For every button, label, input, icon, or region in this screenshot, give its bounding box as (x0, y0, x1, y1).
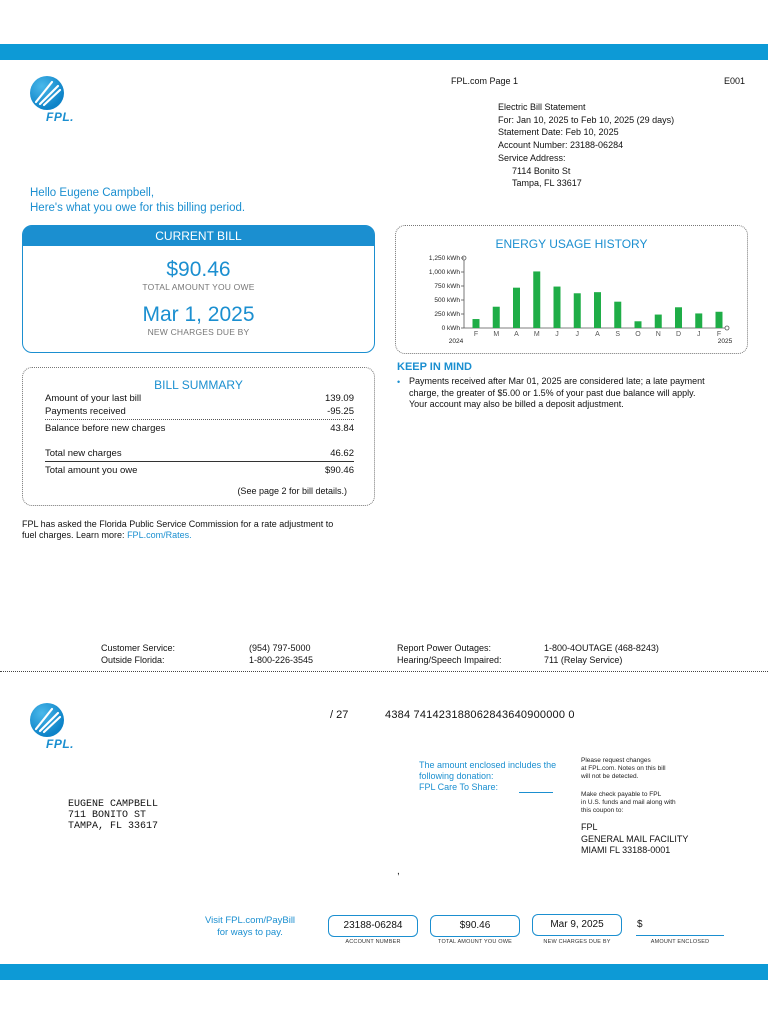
x-tick-label: J (555, 331, 559, 338)
usage-bar (635, 321, 642, 328)
check-line1: Make check payable to FPL (581, 791, 662, 798)
total-amount-label: TOTAL AMOUNT YOU OWE (142, 282, 255, 292)
amount-enclosed-field[interactable] (636, 935, 724, 936)
bullet-icon: • (397, 377, 401, 387)
service-address-line1: 7114 Bonito St (512, 165, 571, 176)
stub-slash-number: / 27 (330, 709, 349, 721)
paybill-line2: for ways to pay. (217, 927, 283, 938)
x-tick-label: M (533, 331, 540, 338)
stub-account-number: 23188-06284 (328, 915, 418, 937)
account-number: Account Number: 23188-06284 (498, 140, 624, 151)
rates-link[interactable]: FPL.com/Rates. (127, 530, 192, 540)
stub-amount-owe-label: TOTAL AMOUNT YOU OWE (438, 939, 512, 945)
billing-period: For: Jan 10, 2025 to Feb 10, 2025 (29 days) (498, 114, 675, 125)
donation-line1: The amount enclosed includes the (419, 760, 557, 770)
relay-service[interactable]: 711 (Relay Service) (544, 655, 623, 665)
x-tick-label: A (514, 331, 519, 338)
x-tick-label: D (675, 331, 682, 338)
top-brand-band (0, 44, 768, 60)
stub-due-date-label: NEW CHARGES DUE BY (543, 939, 611, 945)
summary-row (45, 393, 354, 404)
x-tick-label: A (595, 331, 600, 338)
amount-enclosed-symbol: $ (637, 919, 643, 930)
notes-warning (581, 757, 666, 781)
page-code: E001 (724, 76, 746, 86)
energy-usage-chart (396, 252, 747, 350)
summary-note: (See page 2 for bill details.) (237, 486, 347, 496)
summary-row-label: Amount of your last bill (45, 393, 142, 404)
mailing-address (581, 822, 688, 857)
x-tick-label: S (615, 331, 621, 338)
greeting (30, 186, 245, 216)
usage-bar (594, 292, 601, 328)
service-address-line2: Tampa, FL 33617 (512, 178, 582, 189)
y-tick-label: 0 kWh (441, 325, 460, 333)
summary-row-value: 46.62 (330, 448, 354, 459)
energy-usage-card (395, 225, 748, 354)
customer-mailing-address (68, 799, 158, 832)
donation-line2: following donation: (419, 771, 494, 781)
summary-row-value: -95.25 (327, 406, 354, 417)
current-bill-card (22, 225, 375, 353)
x-tick-label: J (697, 331, 701, 338)
fpl-logo-icon (30, 703, 64, 737)
amount-enclosed-label: AMOUNT ENCLOSED (650, 939, 710, 945)
mail-line1: FPL (581, 822, 598, 832)
customer-service-phone[interactable]: (954) 797-5000 (249, 643, 311, 653)
paybill-note (190, 915, 310, 939)
notes-line1: Please request changes (581, 757, 651, 764)
energy-usage-title: ENERGY USAGE HISTORY (495, 237, 648, 251)
summary-row-total (45, 465, 354, 476)
x-axis-end-marker (725, 326, 729, 330)
usage-bar (655, 315, 662, 328)
site-page-label: FPL.com Page 1 (451, 76, 519, 86)
outside-florida-phone[interactable]: 1-800-226-3545 (249, 655, 314, 665)
mail-line2: GENERAL MAIL FACILITY (581, 833, 689, 844)
usage-bar (473, 319, 480, 328)
x-end-year-label: 2025 (717, 338, 733, 345)
usage-bar (493, 307, 500, 328)
contact-values-right (544, 642, 659, 666)
usage-bar (614, 302, 621, 328)
fpl-logo-icon (30, 76, 64, 110)
donation-note (419, 760, 556, 793)
x-tick-label: F (473, 331, 479, 338)
customer-line1: EUGENE CAMPBELL (68, 799, 159, 810)
summary-row (45, 423, 354, 434)
bill-summary-title: BILL SUMMARY (154, 378, 243, 392)
summary-row-value: $90.46 (324, 465, 354, 476)
customer-line3: TAMPA, FL 33617 (68, 821, 159, 832)
stub-amount-owe: $90.46 (430, 915, 520, 937)
summary-row (45, 406, 354, 417)
keep-in-mind-line3: Your account may also be billed a deposit adjustment. (409, 399, 624, 409)
fpl-logo-stub (30, 703, 90, 753)
customer-service-label: Customer Service: (101, 643, 176, 653)
due-date-label: NEW CHARGES DUE BY (147, 327, 250, 337)
donation-line3: FPL Care To Share: (419, 782, 499, 792)
summary-row-label: Balance before new charges (45, 423, 166, 434)
summary-total-rule (45, 461, 354, 462)
statement-title: Electric Bill Statement (498, 102, 586, 112)
usage-bar (574, 293, 581, 328)
rate-notice-line2: fuel charges. Learn more: (22, 530, 128, 540)
keep-in-mind-title: KEEP IN MIND (397, 361, 472, 373)
usage-bar (695, 313, 702, 328)
donation-amount-field[interactable] (519, 792, 553, 793)
usage-bar (554, 287, 561, 328)
usage-bar (513, 288, 520, 328)
fpl-logo-text: FPL. (46, 737, 74, 751)
keep-in-mind-line1: Payments received after Mar 01, 2025 are considered late; a late payment (409, 376, 705, 386)
keep-in-mind-line2: charge, the greater of $5.00 or 1.5% of your past due balance will apply. (409, 387, 696, 398)
check-line2: in U.S. funds and mail along with (581, 799, 676, 806)
current-bill-title: CURRENT BILL (23, 226, 374, 246)
service-address-label: Service Address: (498, 152, 566, 163)
due-date: Mar 1, 2025 (142, 303, 255, 326)
summary-row-label: Total amount you owe (45, 465, 138, 476)
notes-line3: will not be detected. (581, 773, 639, 780)
y-tick-label: 1,250 kWh (428, 255, 460, 263)
summary-row-value: 139.09 (324, 393, 354, 404)
hearing-label: Hearing/Speech Impaired: (397, 655, 502, 665)
usage-bar (675, 307, 682, 328)
outages-phone[interactable]: 1-800-4OUTAGE (468-8243) (544, 643, 659, 653)
summary-row-value: 43.84 (330, 423, 354, 434)
summary-row-label: Payments received (45, 406, 126, 417)
x-tick-label: O (635, 331, 641, 338)
y-tick-label: 750 kWh (434, 283, 460, 291)
outside-florida-label: Outside Florida: (101, 655, 165, 665)
check-instructions (581, 791, 676, 815)
customer-line2: 711 BONITO ST (68, 810, 147, 821)
tear-off-line (0, 671, 768, 672)
check-line3: this coupon to: (581, 807, 624, 814)
rate-notice (22, 519, 333, 541)
stub-account-number-label: ACCOUNT NUMBER (345, 939, 401, 945)
fpl-logo (30, 76, 90, 126)
contact-labels-left (101, 642, 175, 666)
y-tick-label: 250 kWh (434, 311, 460, 319)
greeting-name: Hello Eugene Campbell, (30, 187, 155, 199)
contact-labels-right (397, 642, 502, 666)
fpl-logo-text: FPL. (46, 110, 74, 124)
summary-row (45, 448, 354, 459)
summary-row-label: Total new charges (45, 448, 122, 459)
outages-label: Report Power Outages: (397, 643, 492, 653)
bill-summary-card (22, 367, 375, 506)
keep-in-mind-text (409, 376, 705, 411)
total-amount: $90.46 (166, 258, 231, 281)
usage-bar (716, 312, 723, 328)
x-tick-label: F (716, 331, 722, 338)
usage-bar (533, 271, 540, 328)
statement-info (498, 101, 674, 190)
contact-values-left (249, 642, 313, 666)
x-tick-label: J (575, 331, 579, 338)
statement-date: Statement Date: Feb 10, 2025 (498, 127, 619, 138)
scan-line: 4384 741423188062843640900000 0 (385, 709, 575, 721)
x-start-year-label: 2024 (448, 338, 464, 345)
greeting-subtitle: Here's what you owe for this billing period. (30, 202, 246, 214)
stub-comma: , (397, 866, 400, 877)
stub-due-date: Mar 9, 2025 (532, 914, 622, 936)
bottom-brand-band (0, 964, 768, 980)
summary-divider (45, 419, 354, 420)
x-tick-label: M (493, 331, 500, 338)
paybill-line1[interactable]: Visit FPL.com/PayBill (204, 915, 296, 926)
x-tick-label: N (655, 331, 661, 338)
mail-line3: MIAMI FL 33188-0001 (581, 845, 671, 855)
rate-notice-line1: FPL has asked the Florida Public Service Commission for a rate adjustment to (22, 519, 334, 529)
notes-line2: at FPL.com. Notes on this bill (581, 765, 666, 772)
y-tick-label: 500 kWh (434, 297, 460, 305)
y-tick-label: 1,000 kWh (428, 269, 460, 277)
